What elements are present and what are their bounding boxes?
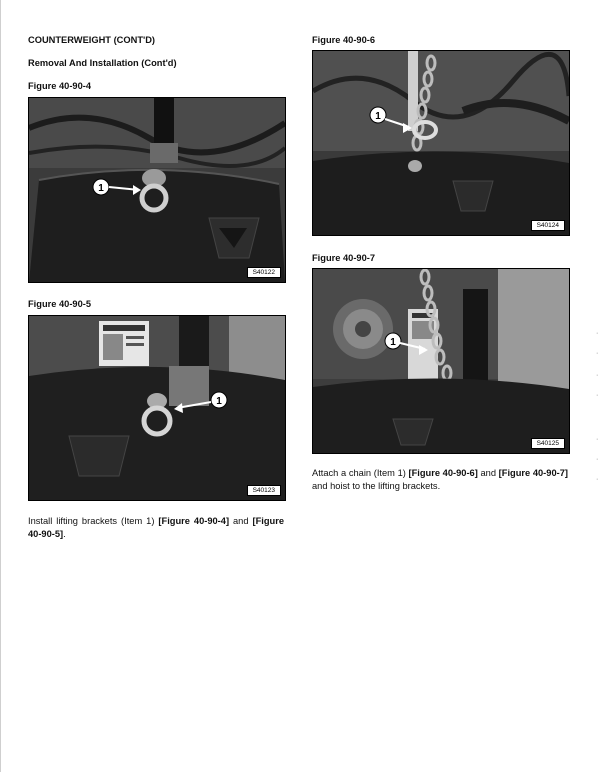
instruction-right-text-3: and hoist to the lifting brackets. bbox=[312, 481, 441, 491]
instruction-left-text-2: and bbox=[229, 516, 253, 526]
svg-text:1: 1 bbox=[98, 183, 104, 194]
edge-mark: · bbox=[596, 330, 599, 337]
figure-image-4 bbox=[28, 97, 286, 283]
figure-image-6 bbox=[312, 50, 570, 236]
svg-text:1: 1 bbox=[216, 396, 222, 407]
edge-mark: · bbox=[596, 476, 599, 483]
figure-caption-4: Figure 40-90-4 bbox=[28, 81, 92, 91]
section-subheading: Removal And Installation (Cont'd) bbox=[28, 58, 177, 68]
svg-text:1: 1 bbox=[390, 337, 396, 348]
figure-image-5 bbox=[28, 315, 286, 501]
instruction-left-text-1: Install lifting brackets (Item 1) bbox=[28, 516, 159, 526]
instruction-right-text-1: Attach a chain (Item 1) bbox=[312, 468, 409, 478]
figure-code-4: S40122 bbox=[247, 267, 281, 278]
instruction-left-text-3: . bbox=[63, 529, 66, 539]
edge-mark: · bbox=[596, 436, 599, 443]
instruction-right bbox=[312, 467, 568, 493]
edge-mark: · bbox=[596, 372, 599, 379]
figure-code-5: S40123 bbox=[247, 485, 281, 496]
figure-caption-5: Figure 40-90-5 bbox=[28, 299, 92, 309]
page-edge bbox=[0, 0, 1, 772]
instruction-left bbox=[28, 515, 284, 541]
figure-code-7: S40125 bbox=[531, 438, 565, 449]
figure-image-7 bbox=[312, 268, 570, 454]
svg-text:1: 1 bbox=[375, 111, 381, 122]
figure-ref-6: [Figure 40-90-6] bbox=[408, 468, 478, 478]
figure-caption-7: Figure 40-90-7 bbox=[312, 253, 376, 263]
edge-mark: · bbox=[596, 392, 599, 399]
figure-caption-6: Figure 40-90-6 bbox=[312, 35, 376, 45]
figure-ref-5: [Figure 40-90-5] bbox=[28, 516, 285, 539]
section-heading: COUNTERWEIGHT (CONT'D) bbox=[28, 35, 156, 45]
figure-ref-4: [Figure 40-90-4] bbox=[158, 516, 230, 526]
figure-code-6: S40124 bbox=[531, 220, 565, 231]
instruction-right-text-2: and bbox=[477, 468, 499, 478]
edge-mark: · bbox=[596, 350, 599, 357]
edge-mark: · bbox=[596, 456, 599, 463]
figure-ref-7: [Figure 40-90-7] bbox=[498, 468, 568, 478]
